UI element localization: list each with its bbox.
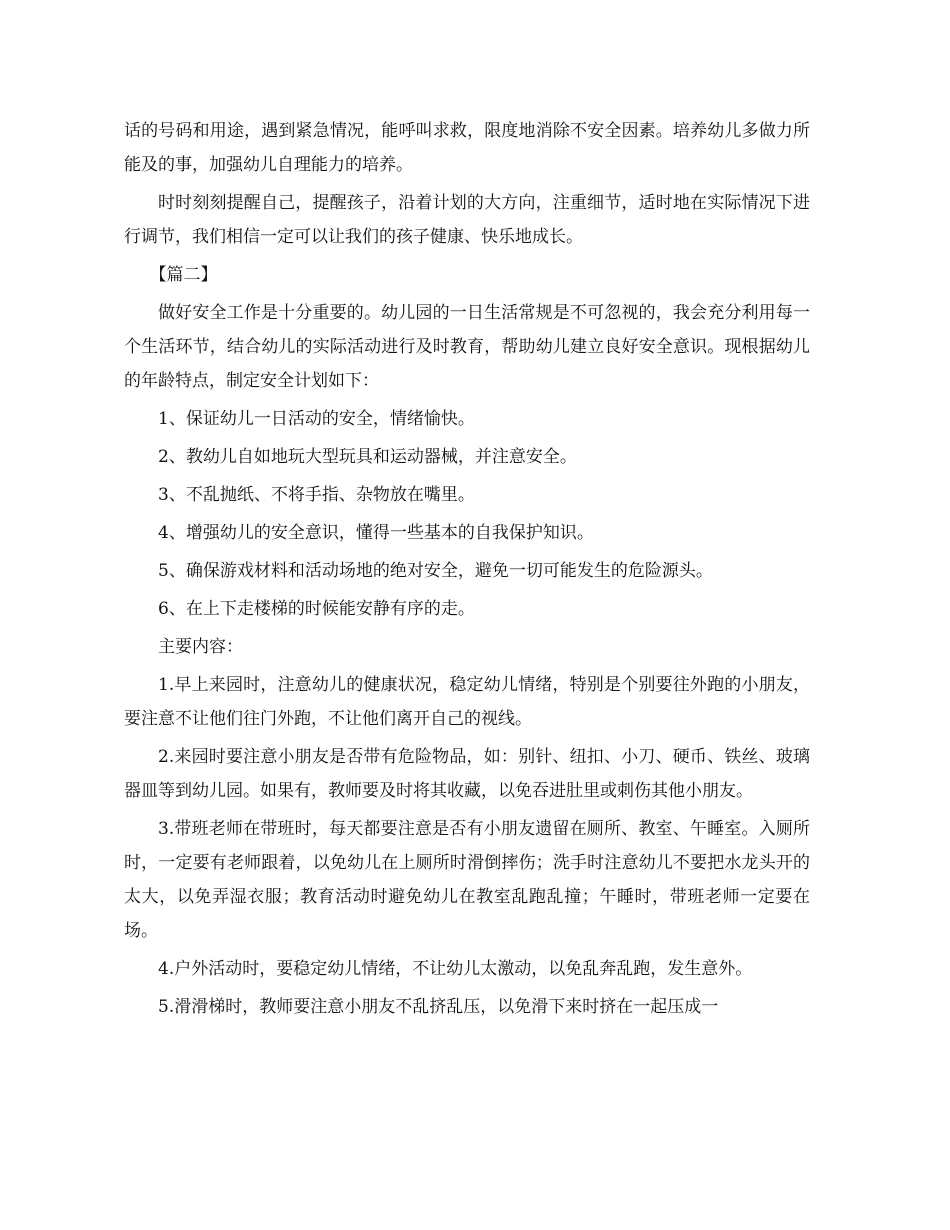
goal-item-1: 1、保证幼儿一日活动的安全，情绪愉快。	[158, 409, 475, 429]
content-item-2: 2.来园时要注意小朋友是否带有危险物品，如：别针、纽扣、小刀、硬币、铁丝、玻璃器皿等到幼儿园。如果有，教师要及时将其收藏，以免吞进肚里或刺伤其他小朋友。	[124, 747, 810, 801]
content-item-3: 3.带班老师在带班时，每天都要注意是否有小朋友遗留在厕所、教室、午睡室。入厕所时，一定要有老师跟着，以免幼儿在上厕所时滑倒摔伤；洗手时注意幼儿不要把水龙头开的太大，以免弄湿衣服；教育活动时避免幼儿在教室乱跑乱撞；午睡时，带班老师一定要在场。	[124, 819, 810, 941]
section-heading: 【篇二】	[149, 265, 218, 285]
paragraph-continued: 话的号码和用途，遇到紧急情况，能呼叫求救，限度地消除不安全因素。培养幼儿多做力所能及的事，加强幼儿自理能力的培养。	[124, 121, 810, 175]
document-body	[124, 114, 810, 1028]
content-item-1: 1.早上来园时，注意幼儿的健康状况，稳定幼儿情绪，特别是个别要往外跑的小朋友，要注意不让他们往门外跑，不让他们离开自己的视线。	[124, 675, 810, 729]
content-item-4: 4.户外活动时，要稳定幼儿情绪，不让幼儿太激动，以免乱奔乱跑，发生意外。	[158, 959, 753, 979]
content-item-5: 5.滑滑梯时，教师要注意小朋友不乱挤乱压，以免滑下来时挤在一起压成一	[158, 997, 719, 1017]
goal-item-5: 5、确保游戏材料和活动场地的绝对安全，避免一切可能发生的危险源头。	[158, 561, 713, 581]
paragraph-intro: 做好安全工作是十分重要的。幼儿园的一日生活常规是不可忽视的，我会充分利用每一个生活环节，结合幼儿的实际活动进行及时教育，帮助幼儿建立良好安全意识。现根据幼儿的年龄特点，制定安全计划如下：	[124, 303, 810, 391]
main-content-label: 主要内容：	[158, 637, 243, 657]
goal-item-3: 3、不乱抛纸、不将手指、杂物放在嘴里。	[158, 485, 475, 505]
goal-item-2: 2、教幼儿自如地玩大型玩具和运动器械，并注意安全。	[158, 447, 577, 467]
goal-item-4: 4、增强幼儿的安全意识，懂得一些基本的自我保护知识。	[158, 523, 594, 543]
paragraph-reminder: 时时刻刻提醒自己，提醒孩子，沿着计划的大方向，注重细节，适时地在实际情况下进行调节，我们相信一定可以让我们的孩子健康、快乐地成长。	[124, 193, 810, 247]
goal-item-6: 6、在上下走楼梯的时候能安静有序的走。	[158, 599, 475, 619]
